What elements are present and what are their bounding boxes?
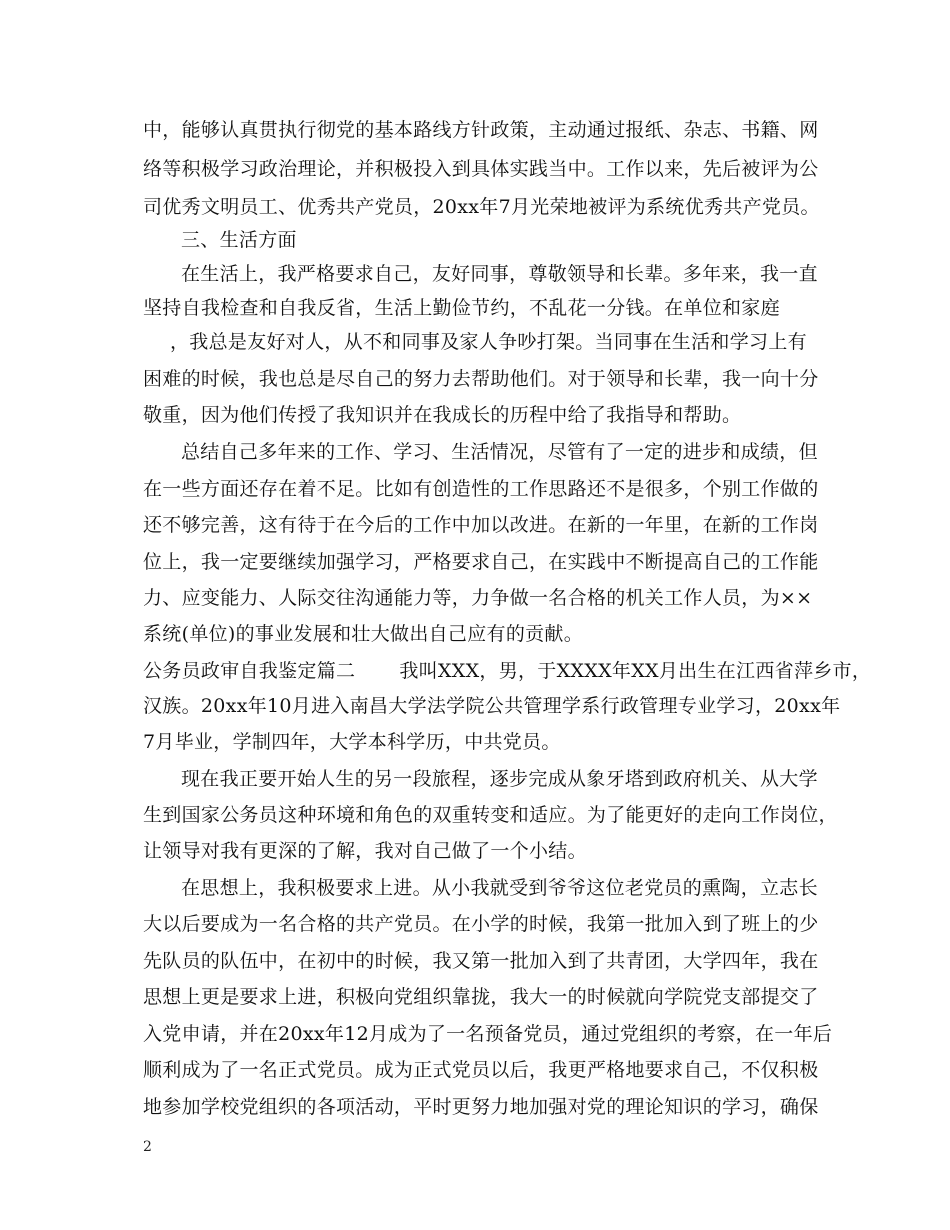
title-and-opening-line <box>143 659 871 683</box>
body-text-line: 入党申请，并在20xx年12月成为了一名预备党员，通过党组织的考察，在一年后 <box>143 1023 833 1045</box>
body-text-line: 先队员的队伍中，在初中的时候，我又第一批加入到了共青团，大学四年，我在 <box>143 950 819 972</box>
body-text-line: 大以后要成为一名合格的共产党员。在小学的时候，我第一批加入到了班上的少 <box>143 913 819 935</box>
body-text-line: 让领导对我有更深的了解，我对自己做了一个小结。 <box>143 840 587 862</box>
section-heading: 三、生活方面 <box>181 229 297 251</box>
body-text-line: 思想上更是要求上进，积极向党组织靠拢，我大一的时候就向学院党支部提交了 <box>143 986 819 1008</box>
body-text-line: 络等积极学习政治理论，并积极投入到具体实践当中。工作以来，先后被评为公 <box>143 158 819 180</box>
body-text-line: 汉族。20xx年10月进入南昌大学法学院公共管理学系行政管理专业学习，20xx年 <box>143 695 841 717</box>
body-text-line: 力、应变能力、人际交往沟通能力等，力争做一名合格的机关工作人员，为×× <box>143 587 813 609</box>
body-text-line: 生到国家公务员这种环境和角色的双重转变和适应。为了能更好的走向工作岗位， <box>143 804 838 826</box>
body-text-line: 位上，我一定要继续加强学习，严格要求自己，在实践中不断提高自己的工作能 <box>143 551 819 573</box>
article-title: 公务员政审自我鉴定篇二 <box>143 660 356 682</box>
body-text-line: 7月毕业，学制四年，大学本科学历，中共党员。 <box>143 731 561 753</box>
paragraph-start-line: 现在我正要开始人生的另一段旅程，逐步完成从象牙塔到政府机关、从大学 <box>181 768 818 790</box>
paragraph-start-line: 在生活上，我严格要求自己，友好同事，尊敬领导和长辈。多年来，我一直 <box>181 263 818 285</box>
body-text-line: 地参加学校党组织的各项活动，平时更努力地加强对党的理论知识的学习，确保 <box>143 1096 819 1118</box>
body-text-line: 司优秀文明员工、优秀共产党员，20xx年7月光荣地被评为系统优秀共产党员。 <box>143 196 820 218</box>
opening-sentence: 我叫XXX，男，于XXXX年XX月出生在江西省萍乡市， <box>399 660 872 682</box>
paragraph-start-line: 总结自己多年来的工作、学习、生活情况，尽管有了一定的进步和成绩，但 <box>181 441 818 463</box>
body-text-line: 坚持自我检查和自我反省，生活上勤俭节约，不乱花一分钱。在单位和家庭 <box>143 297 780 319</box>
body-text-line: 困难的时候，我也总是尽自己的努力去帮助他们。对于领导和长辈，我一向十分 <box>143 368 819 390</box>
body-text-line: 敬重，因为他们传授了我知识并在我成长的历程中给了我指导和帮助。 <box>143 404 742 426</box>
body-text-line: 顺利成为了一名正式党员。成为正式党员以后，我更严格地要求自己，不仅积极 <box>143 1059 819 1081</box>
body-text-line: ，我总是友好对人，从不和同事及家人争吵打架。当同事在生活和学习上有 <box>170 331 807 353</box>
body-text-line: 中，能够认真贯执行彻党的基本路线方针政策，主动通过报纸、杂志、书籍、网 <box>143 119 819 141</box>
body-text-line: 还不够完善，这有待于在今后的工作中加以改进。在新的一年里，在新的工作岗 <box>143 514 819 536</box>
body-text-line: 在一些方面还存在着不足。比如有创造性的工作思路还不是很多，个别工作做的 <box>143 478 819 500</box>
page-number: 2 <box>143 1139 152 1155</box>
paragraph-start-line: 在思想上，我积极要求上进。从小我就受到爷爷这位老党员的熏陶，立志长 <box>181 877 818 899</box>
body-text-line: 系统(单位)的事业发展和壮大做出自己应有的贡献。 <box>143 623 584 645</box>
